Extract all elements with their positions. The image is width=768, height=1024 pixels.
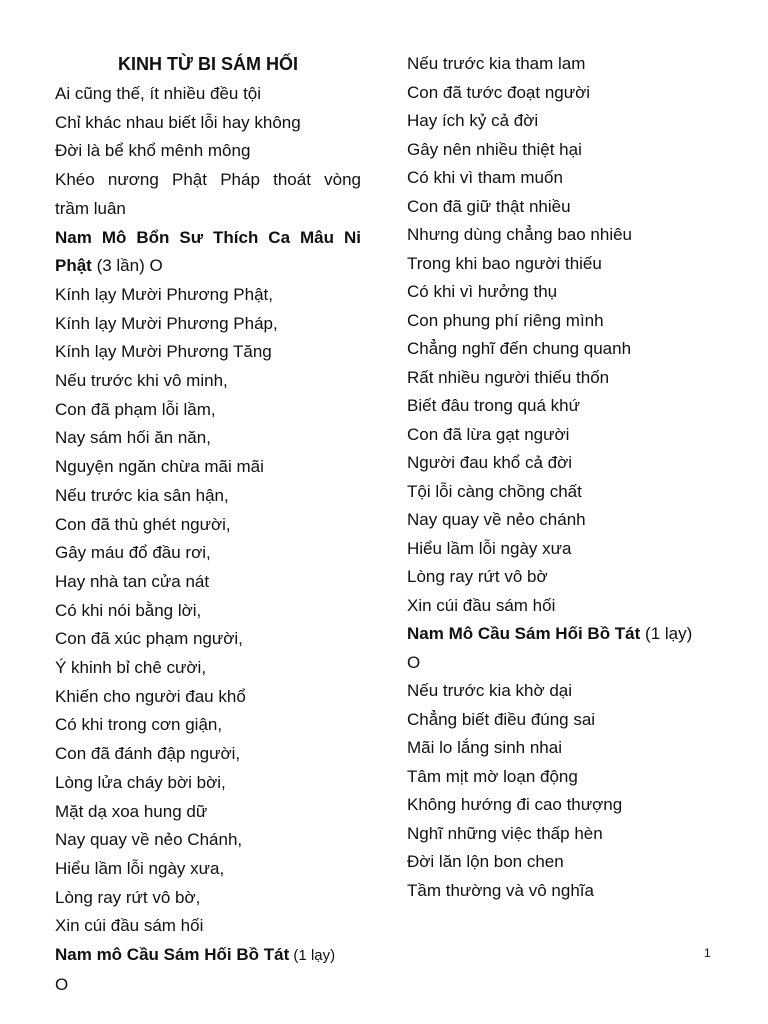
verse-line: Con đã lừa gạt người <box>407 424 570 444</box>
verse-line: Con đã giữ thật nhiều <box>407 196 571 216</box>
verse-line: trầm luân <box>55 198 126 218</box>
verse-line: Ý khinh bỉ chê cười, <box>55 658 207 678</box>
left-column <box>55 50 361 1000</box>
verse-line: Gây nên nhiều thiệt hại <box>407 139 582 159</box>
verse-line: Khéo nương Phật Pháp thoát vòng <box>55 170 361 190</box>
invocation-line-end <box>55 252 361 281</box>
verse-line: Mãi lo lắng sinh nhai <box>407 738 562 757</box>
verse-line: O <box>407 652 421 672</box>
verse-line: Mặt dạ xoa hung dữ <box>55 801 208 821</box>
verse-line: Biết đâu trong quá khứ <box>407 396 580 415</box>
right-column <box>407 50 717 905</box>
invocation-bold-text: Phật <box>55 256 92 276</box>
verse-line: Chẳng biết điều đúng sai <box>407 709 596 729</box>
invocation-count-text: (3 lần) O <box>91 256 163 276</box>
verse-line: Kính lạy Mười Phương Pháp, <box>55 313 278 333</box>
verse-line: Không hướng đi cao thượng <box>407 795 623 814</box>
invocation-bold-text: Nam Mô Cầu Sám Hối Bồ Tát <box>407 624 641 643</box>
verse-line: Nguyện ngăn chừa mãi mãi <box>55 457 264 477</box>
verse-line: Tâm mịt mờ loạn động <box>407 766 578 786</box>
verse-line: Hiểu lầm lỗi ngày xưa <box>407 538 572 558</box>
verse-line: Con đã phạm lỗi lầm, <box>55 399 216 419</box>
verse-line: Tầm thường và vô nghĩa <box>407 880 594 900</box>
verse-line: Đời lăn lộn bon chen <box>407 852 564 871</box>
verse-line: Nay quay về nẻo chánh <box>407 510 586 529</box>
verse-line: Con đã thù ghét người, <box>55 514 231 534</box>
verse-line: Kính lạy Mười Phương Tăng <box>55 342 272 362</box>
verse-line: Kính lạy Mười Phương Phật, <box>55 284 273 304</box>
verse-line: Hay nhà tan cửa nát <box>55 571 210 591</box>
verse-line: Xin cúi đầu sám hối <box>407 595 556 615</box>
verse-line: Lòng ray rứt vô bờ <box>407 567 548 586</box>
verse-line: Có khi vì hưởng thụ <box>407 282 558 301</box>
verse-line: Khiến cho người đau khổ <box>55 686 246 706</box>
verse-line: Hay ích kỷ cả đời <box>407 111 539 130</box>
verse-line: Có khi nói bằng lời, <box>55 600 202 620</box>
verse-line: O <box>55 974 69 994</box>
invocation-line: Nam Mô Bổn Sư Thích Ca Mâu Ni <box>55 227 361 247</box>
invocation-line <box>407 620 717 649</box>
verse-line: Nay sám hối ăn năn, <box>55 428 211 448</box>
invocation-count-text: (1 lạy) <box>289 947 336 965</box>
verse-line: Con phung phí riêng mình <box>407 310 604 330</box>
verse-line: Nghĩ những việc thấp hèn <box>407 823 603 843</box>
verse-line: Có khi vì tham muốn <box>407 168 563 187</box>
verse-line: Chỉ khác nhau biết lỗi hay không <box>55 112 301 132</box>
verse-line: Tội lỗi càng chồng chất <box>407 481 582 501</box>
verse-line: Đời là bể khổ mênh mông <box>55 141 251 161</box>
verse-line: Xin cúi đầu sám hối <box>55 916 204 936</box>
verse-line: Rất nhiều người thiếu thốn <box>407 367 610 387</box>
verse-line: Hiểu lầm lỗi ngày xưa, <box>55 858 225 878</box>
verse-line: Lòng ray rứt vô bờ, <box>55 887 201 907</box>
verse-line: Trong khi bao người thiếu <box>407 253 602 273</box>
verse-line: Nếu trước kia khờ dại <box>407 681 573 700</box>
verse-line: Nếu trước kia sân hận, <box>55 485 229 505</box>
verse-line: Con đã tước đoạt người <box>407 82 591 102</box>
verse-line: Con đã đánh đập người, <box>55 744 241 764</box>
verse-line: Nếu trước khi vô minh, <box>55 371 228 391</box>
verse-line: Nay quay về nẻo Chánh, <box>55 830 243 850</box>
verse-line: Chẳng nghĩ đến chung quanh <box>407 339 632 358</box>
verse-line: Con đã xúc phạm người, <box>55 629 243 649</box>
invocation-bold-text: Nam mô Cầu Sám Hối Bồ Tát <box>55 945 290 965</box>
page-number: 1 <box>704 946 711 960</box>
verse-line: Lòng lửa cháy bời bời, <box>55 772 226 792</box>
invocation-line <box>55 941 361 971</box>
verse-line: Có khi trong cơn giận, <box>55 715 223 735</box>
verse-line: Nếu trước kia tham lam <box>407 54 586 73</box>
verse-line: Gây máu đổ đầu rơi, <box>55 543 211 563</box>
verse-line: Nhưng dùng chẳng bao nhiêu <box>407 225 633 244</box>
verse-line: Ai cũng thế, ít nhiều đều tội <box>55 84 262 103</box>
verse-line: Người đau khổ cả đời <box>407 453 573 472</box>
invocation-count-text: (1 lạy) <box>640 624 693 643</box>
document-title: KINH TỪ BI SÁM HỐI <box>118 54 298 74</box>
